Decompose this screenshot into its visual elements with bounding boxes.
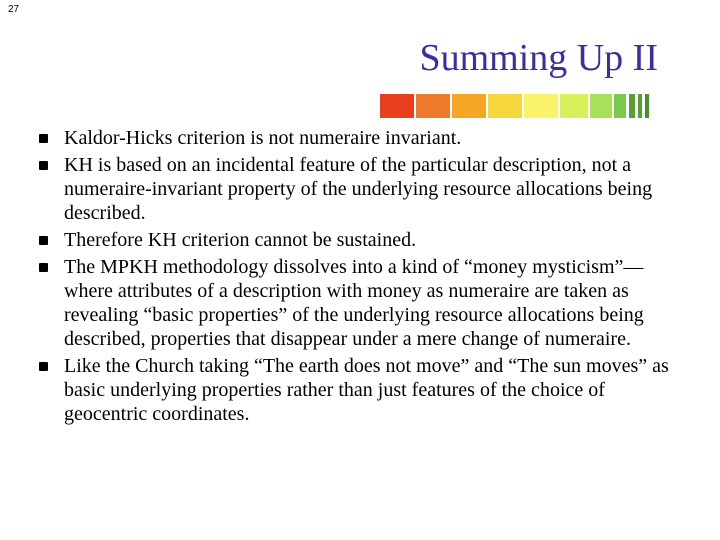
decoration-square-6 — [560, 94, 588, 118]
decoration-square-9 — [629, 94, 635, 118]
bullet-text: The MPKH methodology dissolves into a kind of “money mysticism”—where attributes of a description with money as numeraire are taken as revealing “basic properties” of the underlying resource allocations being described, properties that disappear under a mere change of numeraire. — [64, 256, 644, 350]
bullet-text: Like the Church taking “The earth does not move” and “The sun moves” as basic underlying properties rather than just features of the choice of geocentric coordinates. — [64, 355, 669, 425]
bullet-item — [60, 255, 690, 351]
decoration-square-4 — [488, 94, 522, 118]
bullet-item — [60, 228, 690, 252]
bullet-square-icon — [39, 362, 48, 371]
title-decoration-bar — [380, 94, 660, 118]
page-number: 27 — [8, 4, 20, 15]
bullet-square-icon — [39, 263, 48, 272]
decoration-square-1 — [380, 94, 414, 118]
bullet-item — [60, 354, 690, 426]
bullet-text: Kaldor-Hicks criterion is not numeraire invariant. — [64, 127, 462, 149]
decoration-square-10 — [638, 94, 642, 118]
slide-title: Summing Up II — [419, 37, 658, 79]
decoration-square-3 — [452, 94, 486, 118]
bullet-square-icon — [39, 134, 48, 143]
decoration-square-5 — [524, 94, 558, 118]
bullet-text: Therefore KH criterion cannot be sustained. — [64, 229, 417, 251]
bullet-list — [60, 126, 690, 426]
bullet-square-icon — [39, 236, 48, 245]
decoration-square-11 — [645, 94, 649, 118]
bullet-square-icon — [39, 161, 48, 170]
bullet-item — [60, 126, 690, 150]
decoration-square-2 — [416, 94, 450, 118]
decoration-square-7 — [590, 94, 612, 118]
bullet-item — [60, 153, 690, 225]
bullet-text: KH is based on an incidental feature of the particular description, not a numeraire-invariant property of the underlying resource allocations being described. — [64, 154, 653, 224]
decoration-square-8 — [614, 94, 626, 118]
